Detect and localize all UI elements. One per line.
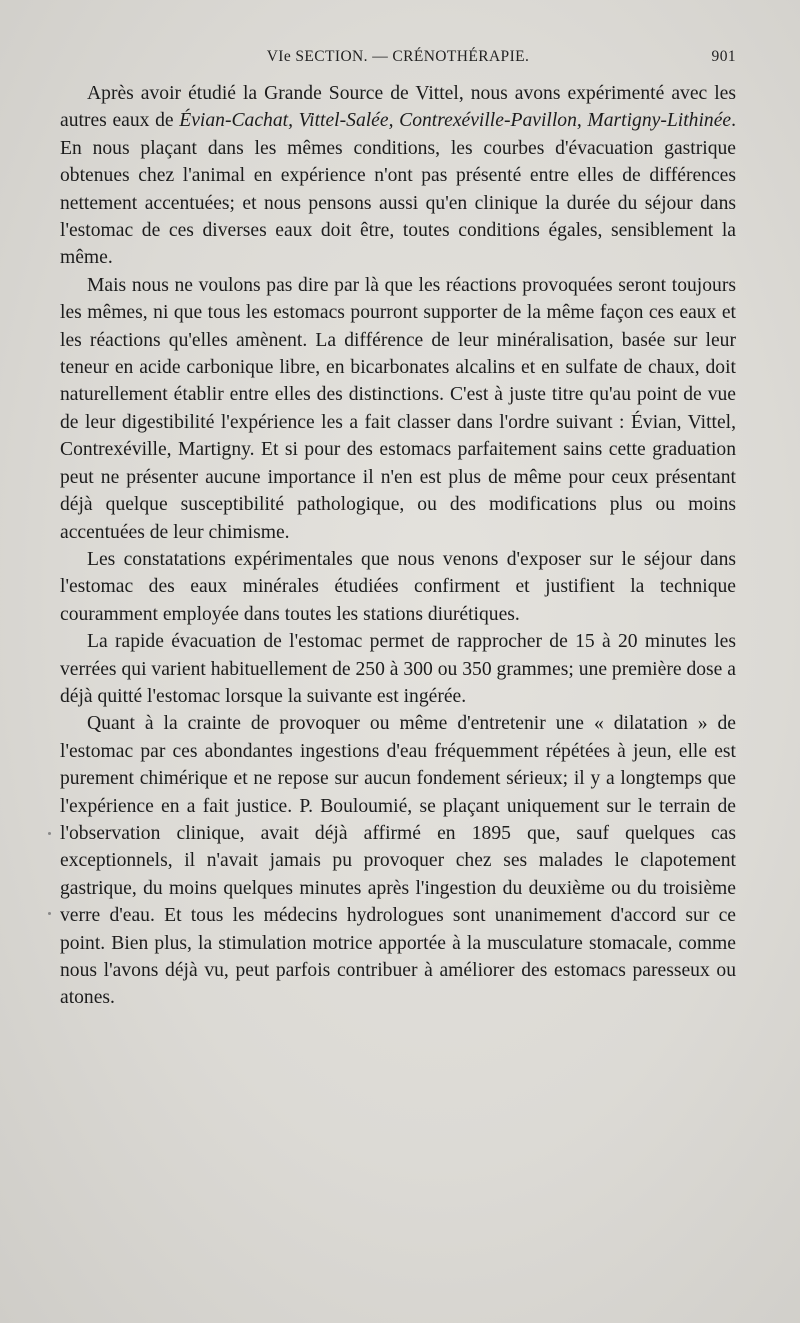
paragraph-2: Mais nous ne voulons pas dire par là que les réactions provoquées seront toujours les mêmes, ni que tous les estomacs pourront supporter de la même façon ces eaux et les réactions qu'elles amènent. La différence de leur minéralisation, basée sur leur teneur en acide carbonique libre, en bicarbonates alcalins et en sulfate de chaux, doit naturellement établir entre elles des distinctions. C'est à juste titre qu'au point de vue de leur digestibilité l'expérience les a fait classer dans l'ordre suivant : Évian, Vittel, Contrexéville, Martigny. Et si pour des estomacs parfaitement sains cette graduation peut ne présenter aucune importance il n'en est plus de même pour ceux présentant déjà quelque susceptibilité pathologique, ou des modifications plus ou moins accentuées de leur chimisme.: [60, 274, 736, 543]
section-title: VIe SECTION. — CRÉNOTHÉRAPIE.: [266, 48, 530, 65]
paragraph-3: Les constatations expérimentales que nous venons d'exposer sur le séjour dans l'estomac des eaux minérales étudiées confirment et justifient la technique couramment employée dans toutes les stations diurétiques.: [60, 548, 736, 625]
paragraph-4: La rapide évacuation de l'estomac permet de rapprocher de 15 à 20 minutes les verrées qui varient habituellement de 250 à 300 ou 350 grammes; une première dose a déjà quitté l'estomac lorsque la suivante est ingérée.: [60, 631, 736, 707]
running-head: [60, 44, 736, 74]
italic-water-names: Évian-Cachat, Vittel-Salée, Contrexéville-Pavillon, Martigny-Lithinée: [179, 110, 732, 132]
page-number: 901: [711, 48, 736, 65]
margin-speck: [48, 912, 51, 915]
body-text: [60, 80, 736, 1012]
paragraph-5: Quant à la crainte de provoquer ou même d'entretenir une « dilatation » de l'estomac par ces abondantes ingestions d'eau fréquemment répétées à jeun, elle est purement chimérique et ne repose sur aucun fondement sérieux; il y a longtemps que l'expérience en a fait justice. P. Bouloumié, se plaçant uniquement sur le terrain de l'observation clinique, avait déjà affirmé en 1895 que, sauf quelques cas exceptionnels, il n'avait jamais pu provoquer chez ses malades le clapotement gastrique, du moins quelques minutes après l'ingestion du deuxième ou du troisième verre d'eau. Et tous les médecins hydrologues sont unanimement d'accord sur ce point. Bien plus, la stimulation motrice apportée à la musculature stomacale, comme nous l'avons déjà vu, peut parfois contribuer à améliorer des estomacs paresseux ou atones.: [60, 713, 736, 1009]
paragraph-1: Après avoir étudié la Grande Source de Vittel, nous avons expérimenté avec les autres eaux de Évian-Cachat, Vittel-Salée, Contrexéville-Pavillon, Martigny-Lithinée. En nous plaçant dans les mêmes conditions, les courbes d'évacuation gastrique obtenues chez l'animal en expérience n'ont pas présenté entre elles de différences nettement accentuées; et nous pensons aussi qu'en clinique la durée du séjour dans l'estomac de ces diverses eaux doit être, toutes conditions égales, sensiblement la même.: [60, 83, 736, 269]
margin-speck: [48, 832, 51, 835]
